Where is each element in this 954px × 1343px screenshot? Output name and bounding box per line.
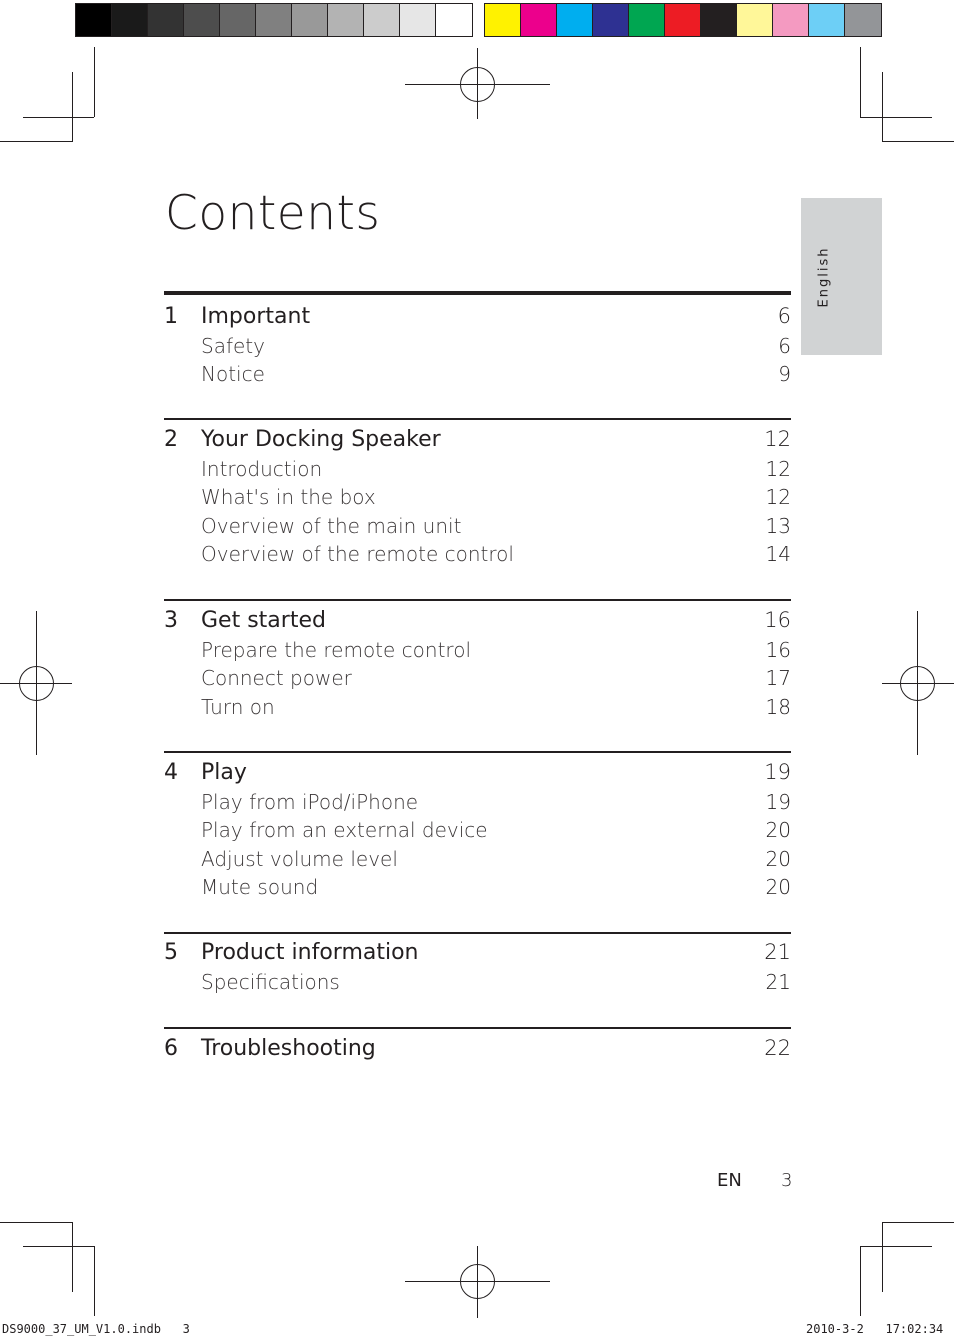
- entry-label: Turn on: [201, 694, 275, 719]
- color-swatch: [809, 4, 845, 36]
- entry-label: Overview of the main unit: [201, 513, 462, 538]
- footer-page-number: 3: [781, 1170, 793, 1191]
- toc-entry-row[interactable]: [164, 638, 791, 666]
- crop-mark: [882, 1222, 954, 1223]
- color-swatch: [773, 4, 809, 36]
- section-divider: [164, 1027, 791, 1029]
- process-color-bar: [484, 3, 882, 37]
- toc-entry-row[interactable]: [164, 457, 791, 485]
- entry-label: Overview of the remote control: [201, 542, 514, 567]
- chapter-title: Your Docking Speaker: [201, 427, 441, 452]
- section-divider: [164, 418, 791, 420]
- color-swatch: [701, 4, 737, 36]
- crop-mark: [0, 1222, 72, 1223]
- color-swatch: [436, 4, 472, 36]
- color-swatch: [148, 4, 184, 36]
- toc-entry-row[interactable]: [164, 666, 791, 694]
- chapter-page: 19: [764, 760, 791, 784]
- chapter-number: 6: [164, 1036, 178, 1061]
- color-swatch: [557, 4, 593, 36]
- slug-timestamp: 2010-3-2 17:02:34: [806, 1322, 944, 1336]
- chapter-number: 4: [164, 760, 178, 785]
- toc-entry-row[interactable]: [164, 514, 791, 542]
- crop-mark: [860, 47, 861, 117]
- crop-mark: [94, 1246, 95, 1316]
- entry-label: Mute sound: [201, 875, 319, 900]
- toc-entry-row[interactable]: [164, 485, 791, 513]
- section-divider: [164, 751, 791, 753]
- entry-page: 17: [765, 666, 791, 691]
- toc-chapter-row[interactable]: [164, 760, 791, 788]
- color-swatch: [112, 4, 148, 36]
- entry-page: 19: [765, 790, 791, 814]
- entry-label: Specifications: [201, 970, 340, 994]
- entry-page: 20: [765, 846, 791, 871]
- chapter-title: Troubleshooting: [201, 1036, 376, 1061]
- toc-entry-row[interactable]: [164, 695, 791, 723]
- entry-label: Adjust volume level: [201, 846, 398, 871]
- chapter-number: 1: [164, 304, 178, 329]
- entry-label: Play from an external device: [201, 818, 488, 843]
- color-swatch: [400, 4, 436, 36]
- crop-mark: [0, 141, 72, 142]
- entry-page: 20: [765, 818, 791, 843]
- chapter-page: 12: [764, 427, 791, 451]
- crop-mark: [72, 1222, 73, 1292]
- color-swatch: [292, 4, 328, 36]
- language-tab: [801, 198, 882, 355]
- entry-page: 14: [765, 542, 791, 567]
- entry-page: 12: [765, 457, 791, 481]
- section-divider: [164, 599, 791, 601]
- toc-chapter-row[interactable]: [164, 1036, 791, 1064]
- entry-label: Safety: [201, 334, 265, 358]
- entry-page: 21: [765, 970, 791, 994]
- chapter-page: 21: [764, 940, 791, 964]
- language-tab-label: English: [816, 246, 832, 308]
- entry-label: What's in the box: [201, 485, 376, 510]
- crop-mark: [23, 117, 94, 118]
- color-swatch: [220, 4, 256, 36]
- chapter-number: 5: [164, 940, 178, 965]
- color-swatch: [328, 4, 364, 36]
- chapter-number: 3: [164, 608, 178, 633]
- color-swatch: [629, 4, 665, 36]
- chapter-title: Important: [201, 304, 311, 329]
- section-divider: [164, 291, 791, 295]
- entry-page: 13: [765, 513, 791, 538]
- crop-mark: [860, 1246, 861, 1316]
- color-swatch: [364, 4, 400, 36]
- color-swatch: [737, 4, 773, 36]
- color-swatch: [485, 4, 521, 36]
- toc-chapter-row[interactable]: [164, 304, 791, 332]
- color-swatch: [184, 4, 220, 36]
- entry-page: 20: [765, 875, 791, 900]
- page-title: Contents: [165, 186, 381, 241]
- toc-entry-row[interactable]: [164, 334, 791, 362]
- toc-entry-row[interactable]: [164, 818, 791, 846]
- entry-label: Notice: [201, 362, 265, 387]
- crop-mark: [860, 117, 932, 118]
- color-swatch: [665, 4, 701, 36]
- toc-entry-row[interactable]: [164, 875, 791, 903]
- crop-mark: [882, 1222, 883, 1292]
- entry-page: 12: [765, 485, 791, 510]
- toc-chapter-row[interactable]: [164, 427, 791, 455]
- toc-entry-row[interactable]: [164, 847, 791, 875]
- slug-file: DS9000_37_UM_V1.0.indb 3: [2, 1322, 190, 1336]
- toc-entry-row[interactable]: [164, 790, 791, 818]
- entry-page: 16: [765, 638, 791, 662]
- section-divider: [164, 932, 791, 934]
- crop-mark: [94, 47, 95, 117]
- chapter-page: 16: [764, 608, 791, 632]
- entry-label: Connect power: [201, 666, 352, 691]
- entry-page: 9: [778, 362, 791, 387]
- color-swatch: [256, 4, 292, 36]
- grayscale-color-bar: [75, 3, 473, 37]
- chapter-page: 22: [764, 1036, 791, 1060]
- entry-label: Prepare the remote control: [201, 638, 472, 662]
- toc-entry-row[interactable]: [164, 542, 791, 570]
- toc-entry-row[interactable]: [164, 362, 791, 390]
- crop-mark: [23, 1246, 94, 1247]
- crop-mark: [72, 72, 73, 142]
- chapter-title: Get started: [201, 608, 326, 633]
- entry-page: 18: [765, 694, 791, 719]
- toc-chapter-row[interactable]: [164, 608, 791, 636]
- toc-chapter-row[interactable]: [164, 940, 791, 968]
- color-swatch: [76, 4, 112, 36]
- entry-label: Play from iPod/iPhone: [201, 790, 419, 814]
- color-swatch: [593, 4, 629, 36]
- crop-mark: [882, 141, 954, 142]
- footer-language: EN: [717, 1170, 742, 1191]
- chapter-title: Play: [201, 760, 247, 785]
- chapter-page: 6: [777, 304, 791, 328]
- entry-page: 6: [778, 334, 791, 358]
- chapter-title: Product information: [201, 940, 419, 965]
- color-swatch: [521, 4, 557, 36]
- crop-mark: [882, 72, 883, 142]
- chapter-number: 2: [164, 427, 178, 452]
- color-swatch: [845, 4, 881, 36]
- entry-label: Introduction: [201, 457, 323, 481]
- crop-mark: [860, 1246, 932, 1247]
- toc-entry-row[interactable]: [164, 970, 791, 998]
